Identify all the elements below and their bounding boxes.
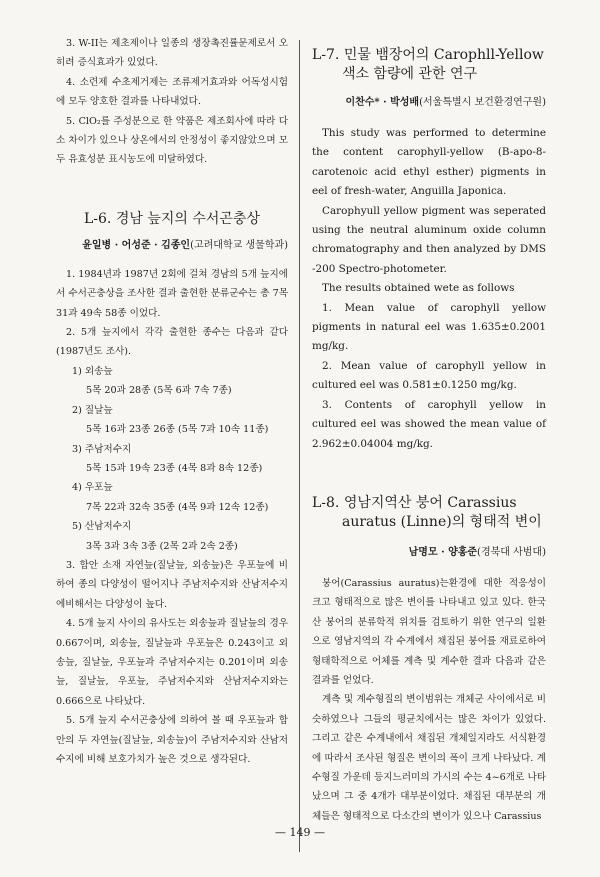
authors-l6 [56, 237, 288, 255]
abstract-paragraph: This study was performed to determine the content carophyll-yellow (B-apo-8-carotenoic acid ethyl esther) pigments in eel of fresh-water, Anguilla Japonica. [312, 127, 546, 198]
site-detail: 7목 22과 32속 35종 (4목 9과 12속 12종) [86, 501, 269, 513]
paragraph-2: 2. 5개 늪지에서 각각 출현한 종수는 다음과 같다(1987년도 조사). [56, 327, 288, 358]
site-name: 4) 우포늪 [72, 482, 113, 494]
section-title-l6: L-6. 경남 늪지의 수서곤충상 [84, 210, 260, 227]
paragraph-5: 5. 5개 늪지 수서곤충상에 의하여 볼 때 우포늪과 합안의 두 자연늪(질날늪, 외송늪)이 주남저수지와 산남저수지에 비해 보호가치가 높은 것으로 생각된다. [56, 715, 288, 765]
site-detail: 5목 20과 28종 (5목 6과 7속 7종) [86, 385, 232, 397]
result-item-4: 4. 소련제 수초제거제는 조류제거효과와 어독성시험에 모두 양호한 결과를 나타내었다. [56, 76, 288, 108]
abstract-paragraph: Carophyull yellow pigment was seperated using the neutral aluminum oxide column chromatography and then analyzed by DMS -200 Spectro-photometer. [312, 204, 546, 275]
site-name: 5) 산남저수지 [72, 521, 132, 533]
site-detail: 5목 16과 23종 26종 (5목 7과 10속 11종) [86, 424, 269, 436]
section-body-l6 [56, 265, 288, 770]
author-names: 남명모 · 양홍준 [408, 546, 478, 558]
authors-l8 [312, 544, 546, 562]
section-body-l8 [312, 574, 546, 826]
section-title-l8-line1 [312, 494, 546, 513]
author-affiliation: (고려대학교 생물학과) [190, 239, 288, 251]
section-body-l7 [312, 124, 546, 454]
paragraph-4: 4. 5개 늪지 사이의 유사도는 외송늪과 질날늪의 경우 0.667이며, 외송늪, 질날늪과 우포늪은 0.243이고 외송늪, 질날늪, 우포늪과 주남저수지는 0.201이며 외송늪, 질날늪, 우포늪, 주남저수지와 산남저수지와는 0.666으로 나타났다. [56, 618, 288, 707]
site-detail: 3목 3과 3속 3종 (2목 2과 2속 2종) [86, 540, 238, 552]
abstract-paragraph: The results obtained wete as follows [322, 282, 515, 295]
right-column [312, 46, 546, 826]
result-item: 1. Mean value of carophyll yellow pigments in natural eel was 1.635±0.2001 mg/kg. [312, 301, 546, 353]
site-list [56, 362, 288, 556]
site-name: 2) 질날늪 [72, 404, 113, 416]
site-name: 3) 주남저수지 [72, 443, 132, 455]
paragraph-1: 붕어(Carassius auratus)는환경에 대한 적응성이 크고 형태적으로 많은 변이를 나타내고 있고 있다. 한국산 붕어의 분류학적 위치를 검토하기 위한 연구의 일환으로 영남지역의 각 수계에서 채집된 붕어를 재료로하여 형태학적으로 어체를 계측 및 계수한 결과 다음과 같은 결과를 얻었다. [312, 577, 546, 686]
title-text: L-8. 영남지역산 붕어 Carassius [312, 494, 517, 511]
left-column [56, 34, 288, 769]
author-affiliation: (경북대 사범대) [477, 546, 546, 558]
result-item: 3. Contents of carophyll yellow in cultured eel was showed the mean value of 2.962±0.04004 mg/kg. [312, 398, 546, 450]
author-names: 이찬수* · 박성배 [345, 97, 420, 108]
section-title-l8-line2: auratus (Linne)의 형태적 변이 [342, 513, 542, 530]
paragraph-2: 계측 및 계수형질의 변이범위는 개체군 사이에서로 비슷하였으나 그들의 평균치에서는 많은 차이가 있었다. 그리고 같은 수계내에서 채집된 개체일지라도 서식환경에 따라서 조사된 형질은 변이의 폭이 크게 나타났다. 계수형질 가운데 등지느러미의 가시의 수는 4~6개로 나타났으며 그 중 4개가 대부분이었다. 채집된 대부분의 개체들은 형태적으로 다소간의 변이가 있으나 Carassius [312, 694, 546, 822]
section-title-l7-line1: L-7. 민물 뱀장어의 Carophll-Yellow [312, 47, 544, 63]
column-divider [299, 40, 300, 852]
author-affiliation: (서울특별시 보건환경연구원) [419, 97, 546, 108]
section-title-l7-line2: 색소 함량에 관한 연구 [342, 66, 478, 82]
result-item-3: 3. W-II는 제초제이나 일종의 생장촉진률문제로서 오히려 증식효과가 있었다. [56, 38, 288, 69]
result-item-5: 5. ClO₂를 주성분으로 한 약품은 제조회사에 따라 다소 차이가 있으나 상온에서의 안정성이 좋지않았으며 모두 유효성분 표시농도에 미달하였다. [56, 115, 288, 166]
paragraph-1: 1. 1984년과 1987년 2회에 걸쳐 경남의 5개 늪지에서 수서곤충상을 조사한 결과 출현한 분류군수는 총 7목 31과 49속 58종 이었다. [56, 268, 288, 319]
site-name: 1) 외송늪 [72, 365, 113, 377]
result-item: 2. Mean value of carophyll yellow in cultured eel was 0.581±0.1250 mg/kg. [312, 359, 546, 392]
authors-l7 [312, 94, 546, 112]
paragraph-3: 3. 합안 소재 자연늪(질날늪, 외송늪)은 우포늪에 비하여 종의 다양성이 떨어지나 주남저수지와 산남저수지에비해서는 다양성이 높다. [56, 559, 288, 610]
page-number: — 149 — [275, 826, 325, 839]
previous-section-results [56, 34, 288, 170]
site-detail: 5목 15과 19속 23종 (4목 8과 8속 12종) [86, 462, 263, 474]
author-names: 윤일병 · 어성준 · 김종인 [82, 239, 191, 251]
